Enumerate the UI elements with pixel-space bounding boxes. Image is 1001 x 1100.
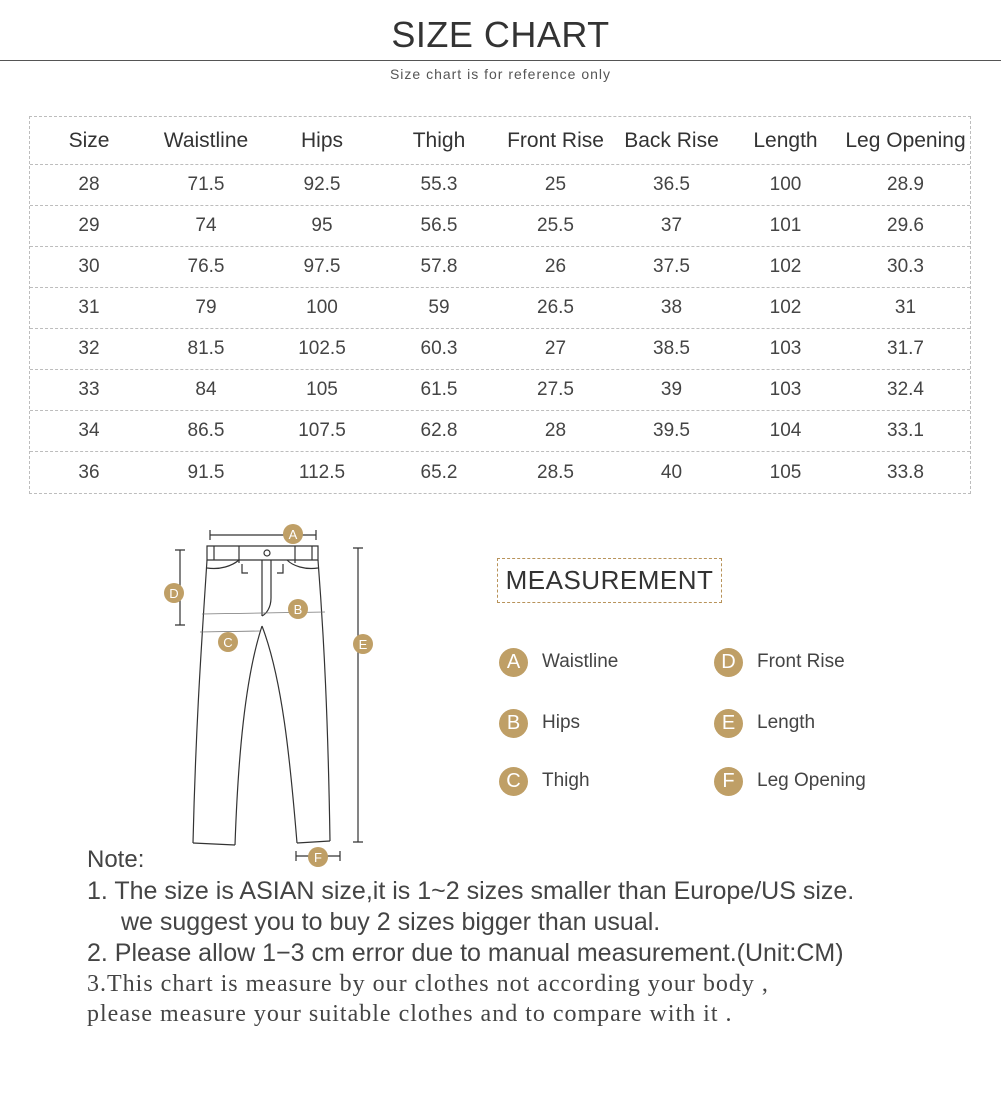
marker-c: C (223, 635, 233, 650)
legend-item-front-rise (714, 647, 845, 677)
letter-badge: F (714, 767, 743, 796)
table-cell: 32 (78, 338, 100, 359)
column-header: Front Rise (507, 128, 604, 152)
table-cell: 33.8 (887, 461, 924, 483)
table-cell: 30 (78, 256, 100, 277)
table-row (30, 165, 970, 206)
marker-b: B (293, 602, 303, 617)
column-header: Waistline (163, 128, 249, 152)
legend-label: Length (757, 712, 816, 733)
legend-label: Waistline (542, 651, 619, 672)
table-cell: 102 (769, 297, 802, 318)
table-cell: 101 (769, 215, 802, 236)
pants-outline-icon (150, 518, 410, 868)
marker-f: F (314, 850, 322, 865)
table-cell: 25 (544, 174, 567, 195)
letter-badge: C (499, 767, 528, 796)
table-cell: 40 (660, 461, 683, 483)
table-cell: 37.5 (653, 256, 690, 277)
column-header: Back Rise (624, 128, 719, 152)
marker-a: A (288, 527, 298, 542)
size-table (29, 116, 971, 494)
table-cell: 76.5 (187, 256, 225, 277)
title-divider (0, 60, 1001, 61)
column-header: Size (68, 128, 110, 152)
table-cell: 36.5 (653, 174, 690, 195)
marker-e: E (358, 637, 368, 652)
table-cell: 71.5 (187, 174, 225, 195)
table-cell: 29 (78, 215, 100, 236)
table-cell: 62.8 (420, 420, 458, 441)
table-cell: 59 (428, 297, 450, 318)
legend-label: Front Rise (757, 651, 845, 672)
table-cell: 81.5 (187, 338, 225, 359)
note-line-1: 1. The size is ASIAN size,it is 1~2 sizes smaller than Europe/US size. (87, 877, 855, 905)
table-cell: 74 (195, 215, 217, 236)
table-cell: 28.5 (537, 461, 574, 483)
marker-d: D (169, 586, 179, 601)
column-header: Length (753, 128, 818, 152)
table-cell: 26 (544, 256, 567, 277)
legend-item-leg-opening (714, 766, 866, 796)
table-cell: 57.8 (420, 256, 458, 277)
table-row (30, 452, 970, 493)
table-cell: 30.3 (887, 256, 924, 277)
column-header: Thigh (412, 128, 466, 152)
table-cell: 31 (894, 297, 917, 318)
legend-item-waistline (499, 647, 618, 677)
table-cell: 103 (769, 379, 802, 400)
table-cell: 112.5 (298, 461, 346, 483)
legend-item-hips (499, 708, 580, 738)
table-cell: 79 (195, 297, 217, 318)
table-cell: 28 (78, 174, 100, 195)
column-header: Hips (300, 128, 343, 152)
table-cell: 37 (660, 215, 683, 236)
table-row (30, 411, 970, 452)
table-cell: 100 (769, 174, 802, 195)
table-cell: 105 (306, 379, 338, 400)
legend-item-thigh (499, 766, 590, 796)
note-line-3: 2. Please allow 1−3 cm error due to manual measurement.(Unit:CM) (87, 939, 844, 967)
table-header-row (30, 117, 970, 165)
table-cell: 86.5 (187, 420, 225, 441)
table-cell: 32.4 (887, 379, 924, 400)
letter-badge: E (714, 709, 743, 738)
legend-item-length (714, 708, 815, 738)
measurement-title: MEASUREMENT (497, 558, 722, 603)
letter-badge: D (714, 648, 743, 677)
table-row (30, 370, 970, 411)
table-cell: 103 (769, 338, 802, 359)
table-cell: 61.5 (420, 379, 458, 400)
page-subtitle: Size chart is for reference only (389, 66, 612, 82)
table-row (30, 247, 970, 288)
note-line-5: please measure your suitable clothes and to compare with it . (87, 1001, 733, 1027)
table-cell: 95 (311, 215, 333, 236)
table-cell: 84 (195, 379, 217, 400)
table-cell: 33 (78, 379, 100, 400)
table-cell: 26.5 (537, 297, 574, 318)
legend-label: Hips (542, 712, 581, 733)
table-cell: 36 (78, 461, 100, 483)
column-header: Leg Opening (845, 128, 966, 152)
note-heading: Note: (87, 846, 145, 873)
table-cell: 56.5 (420, 215, 458, 236)
table-row (30, 206, 970, 247)
table-cell: 28.9 (887, 174, 924, 195)
table-cell: 55.3 (420, 174, 458, 195)
table-cell: 104 (769, 420, 802, 441)
table-cell: 65.2 (420, 461, 458, 483)
table-cell: 28 (544, 420, 567, 441)
table-cell: 38 (660, 297, 683, 318)
table-cell: 60.3 (420, 338, 458, 359)
legend-label: Thigh (542, 770, 590, 791)
table-cell: 100 (306, 297, 338, 318)
note-line-4: 3.This chart is measure by our clothes not according your body , (87, 971, 769, 997)
table-cell: 34 (78, 420, 100, 441)
table-cell: 91.5 (187, 461, 225, 483)
table-cell: 33.1 (887, 420, 924, 441)
legend-label: Leg Opening (757, 770, 866, 791)
table-cell: 92.5 (303, 174, 341, 195)
table-cell: 107.5 (298, 420, 346, 441)
table-cell: 102 (769, 256, 802, 277)
page-title: SIZE CHART (391, 14, 610, 55)
table-cell: 27.5 (537, 379, 574, 400)
table-cell: 29.6 (887, 215, 924, 236)
table-row (30, 329, 970, 370)
table-cell: 38.5 (653, 338, 690, 359)
table-cell: 31 (78, 297, 100, 318)
table-cell: 27 (544, 338, 567, 359)
table-cell: 31.7 (887, 338, 924, 359)
table-cell: 97.5 (303, 256, 341, 277)
table-row (30, 288, 970, 329)
table-cell: 39.5 (653, 420, 690, 441)
table-cell: 25.5 (537, 215, 574, 236)
table-cell: 102.5 (298, 338, 346, 359)
table-cell: 39 (660, 379, 683, 400)
table-cell: 105 (769, 461, 802, 483)
letter-badge: B (499, 709, 528, 738)
note-line-2: we suggest you to buy 2 sizes bigger than usual. (121, 908, 661, 936)
letter-badge: A (499, 648, 528, 677)
